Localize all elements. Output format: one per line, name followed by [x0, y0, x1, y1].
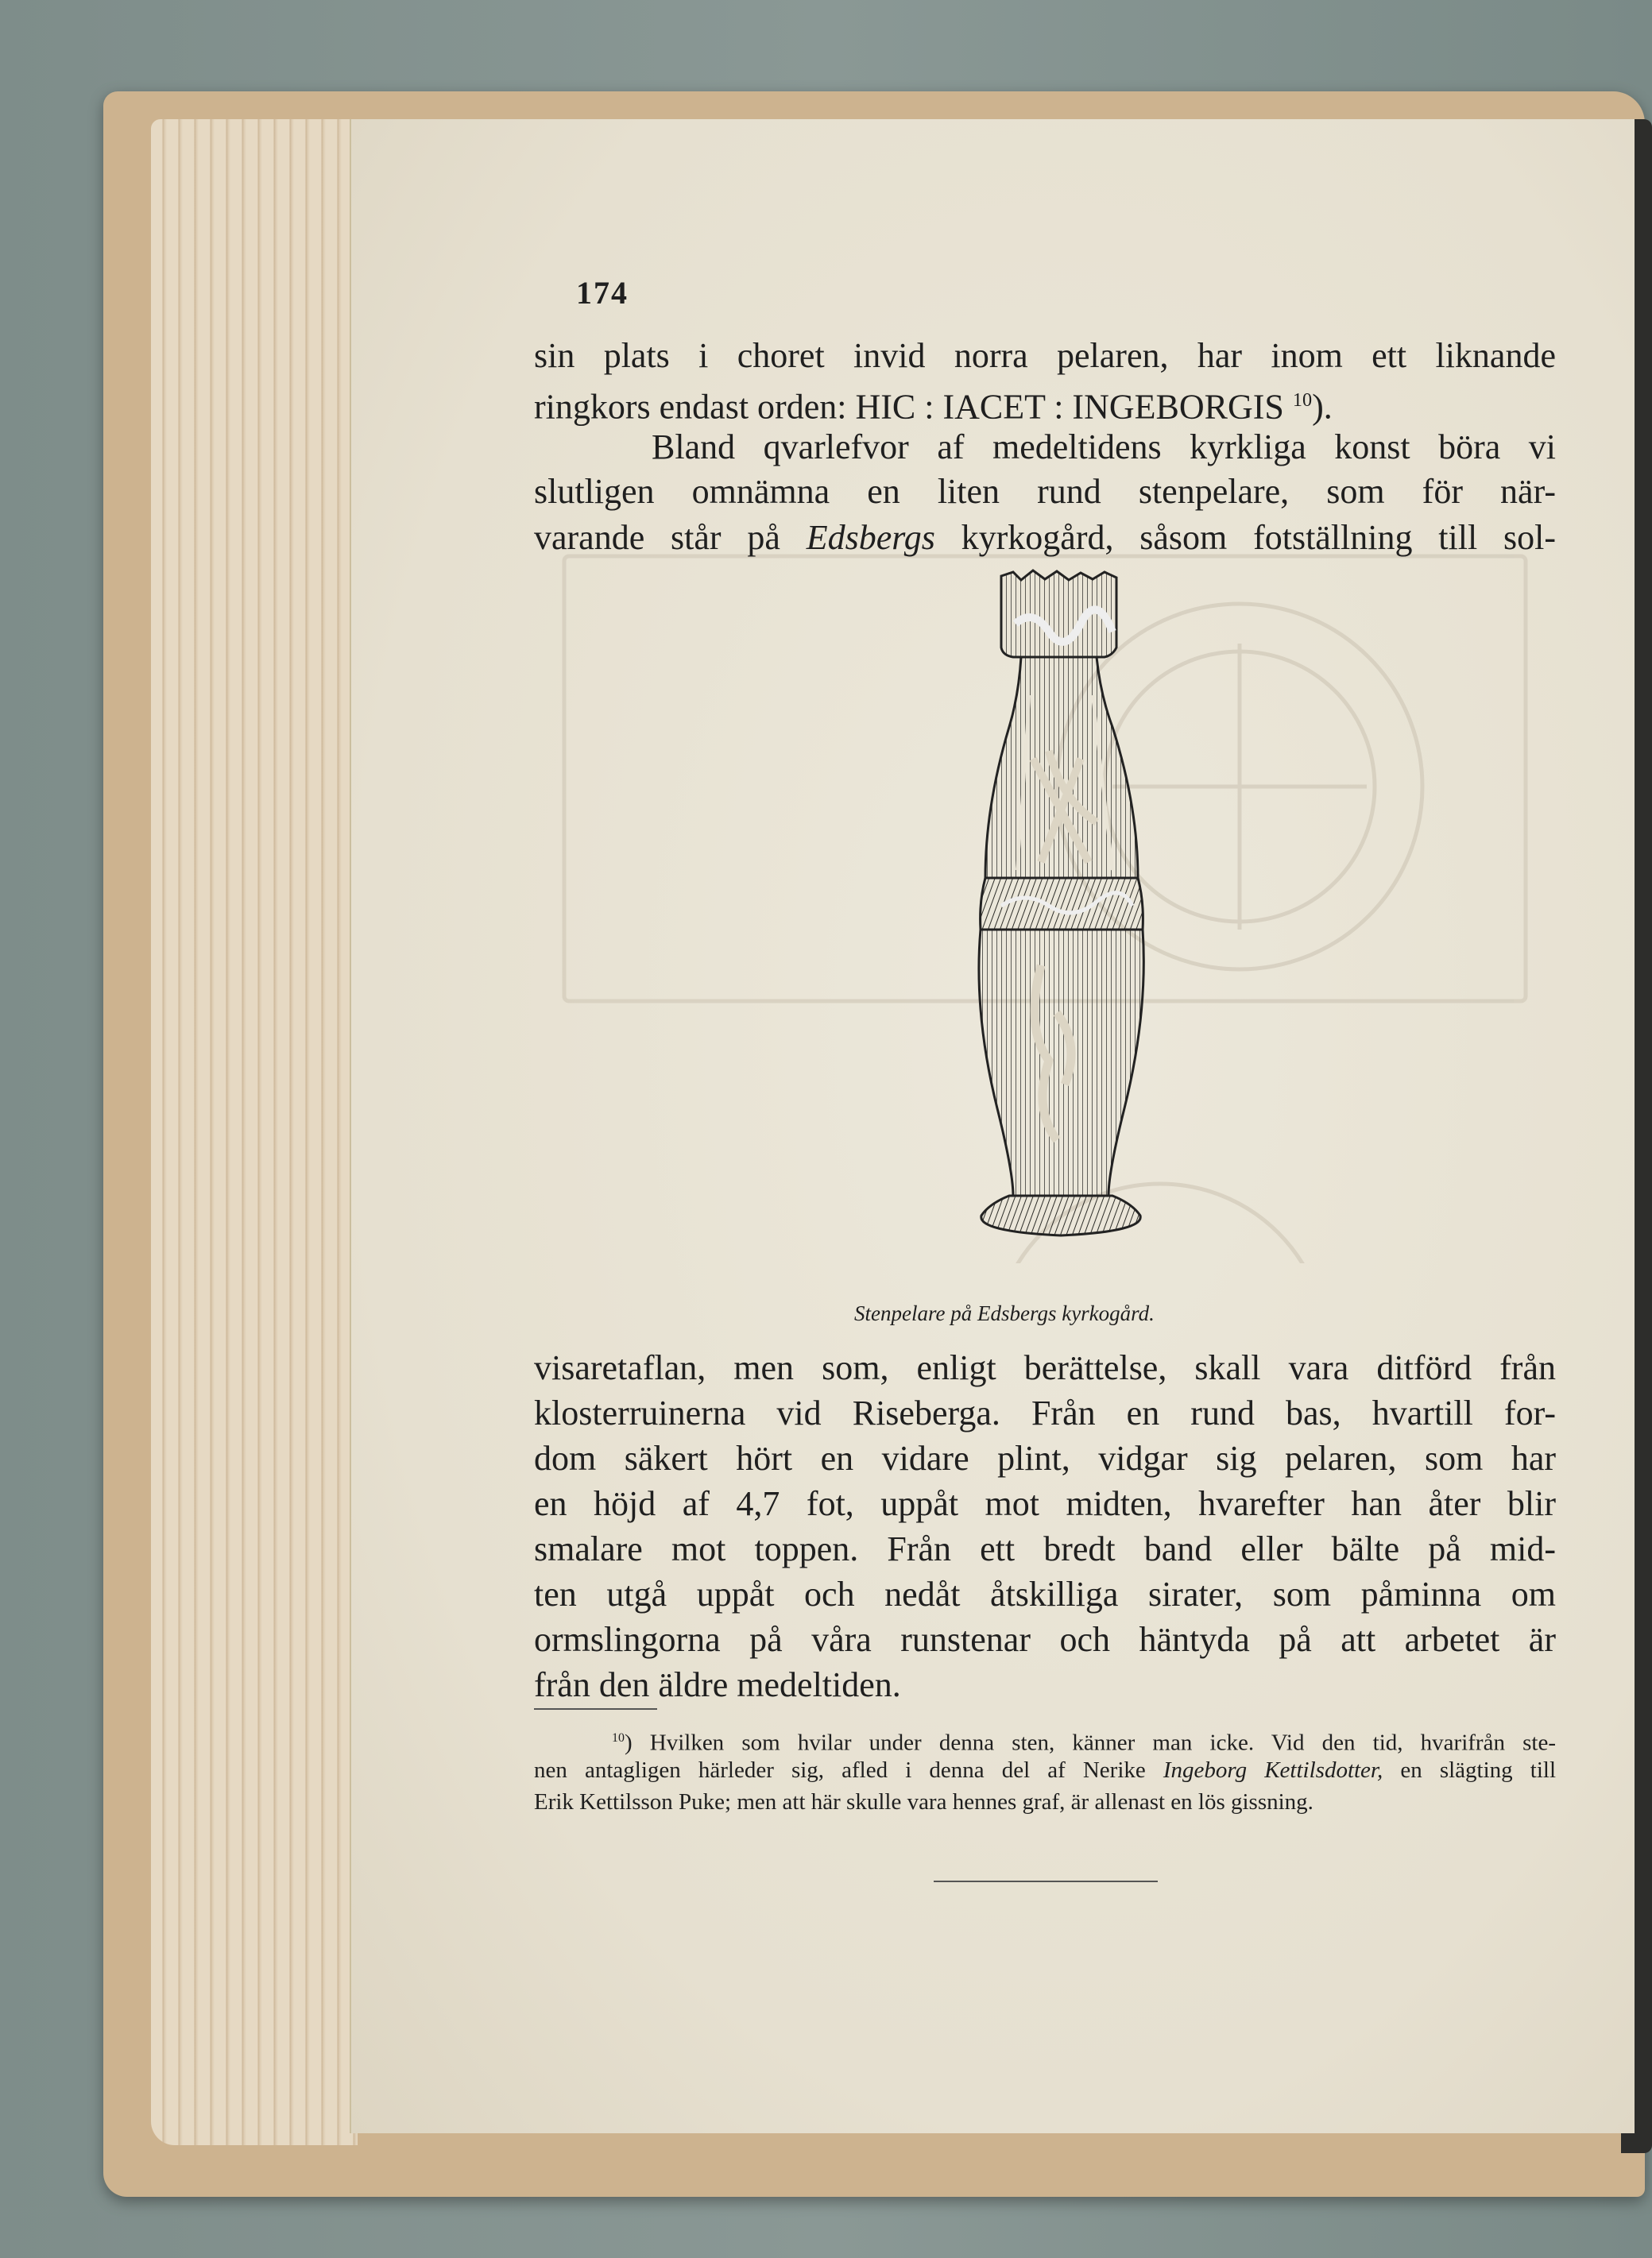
body-line: från den äldre medeltiden.: [534, 1665, 901, 1704]
body-line: ten utgå uppåt och nedåt åtskilliga sirater, som påminna om: [534, 1575, 1556, 1614]
body-line-text: varande står på: [534, 518, 807, 557]
body-line: [534, 516, 1556, 560]
stone-pillar-illustration: [954, 568, 1168, 1243]
body-line: slutligen omnämna en liten rund stenpelare, som för när-: [534, 472, 1556, 511]
footnote-line: [612, 1722, 1556, 1759]
body-line: [534, 378, 1556, 430]
body-line: Bland qvarlefvor af medeltidens kyrkliga konst böra vi: [652, 427, 1556, 466]
body-line: en höjd af 4,7 fot, uppåt mot midten, hvarefter han åter blir: [534, 1484, 1556, 1523]
body-line: visaretaflan, men som, enligt berättelse, skall vara ditförd från: [534, 1348, 1556, 1387]
footnote-text: en slägting till: [1383, 1757, 1556, 1783]
body-line: ormslingorna på våra runstenar och häntyda på att arbetet är: [534, 1620, 1556, 1659]
section-end-rule: [934, 1881, 1158, 1882]
footnote-line: [534, 1754, 1556, 1786]
body-line: sin plats i choret invid norra pelaren, har inom ett liknande: [534, 336, 1556, 375]
footnote-line: Erik Kettilsson Puke; men att här skulle vara hennes graf, är allenast en lös gissning.: [534, 1789, 1313, 1815]
footnote-reference: 10: [1292, 389, 1313, 411]
footnote-text: nen antagligen härleder sig, afled i denna del af Nerike: [534, 1757, 1163, 1783]
footnote-marker: 10: [612, 1731, 625, 1745]
body-line-text: kyrkogård, såsom fotställning till sol-: [934, 518, 1556, 557]
body-line: dom säkert hört en vidare plint, vidgar sig pelaren, som har: [534, 1439, 1556, 1478]
body-line-text: ).: [1312, 387, 1333, 427]
body-line: klosterruinerna vid Riseberga. Från en rund bas, hvartill for-: [534, 1394, 1556, 1433]
body-line: smalare mot toppen. Från ett bredt band eller bälte på mid-: [534, 1529, 1556, 1568]
page-number: 174: [576, 275, 629, 311]
figure-caption: Stenpelare på Edsbergs kyrkogård.: [854, 1301, 1155, 1325]
body-line-text: ringkors endast orden: HIC : IACET : INGEBORGIS: [534, 387, 1284, 427]
footnote-text: ) Hvilken som hvilar under denna sten, känner man icke. Vid den tid, hvarifrån ste-: [624, 1730, 1556, 1756]
person-name: Ingeborg Kettilsdotter,: [1163, 1757, 1383, 1783]
place-name: Edsbergs: [806, 518, 935, 557]
page-edges: [151, 119, 358, 2145]
footnote-divider: [534, 1708, 657, 1710]
